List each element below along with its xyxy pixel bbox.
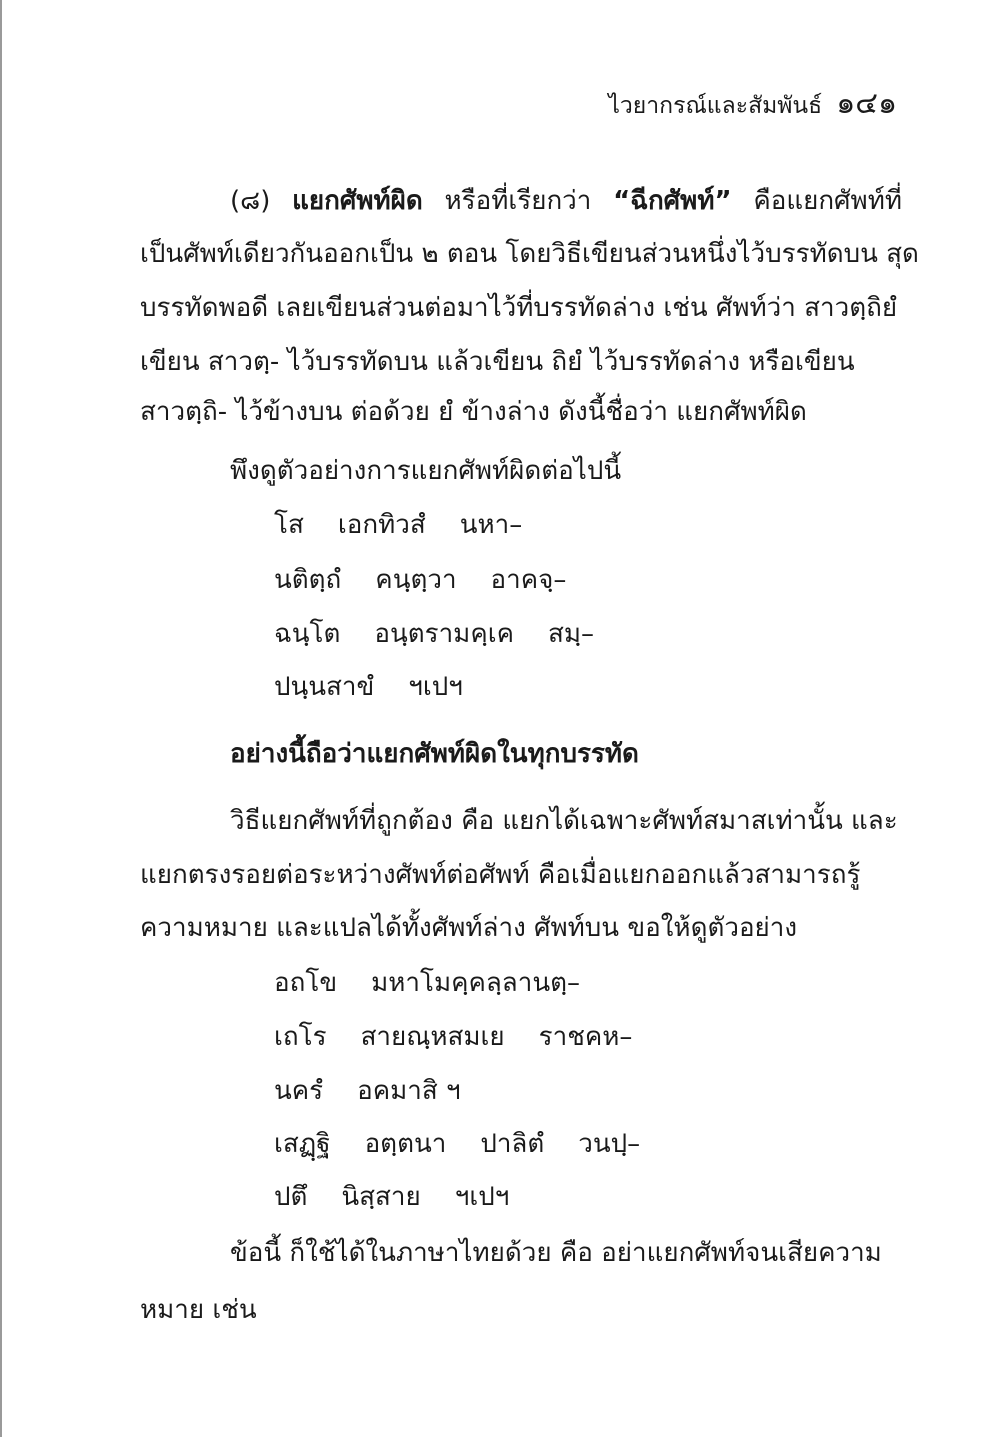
example-line (274, 963, 902, 1003)
example-word: ฯเปฯ (454, 1182, 510, 1212)
section-8-first-line (230, 181, 902, 221)
example-line (274, 667, 902, 707)
example-word: ราชคห– (538, 1022, 633, 1052)
page-number: ๑๔๑ (836, 86, 897, 121)
example-word: สมฺ– (548, 619, 595, 649)
example-word: นติตฺถํ (274, 565, 342, 595)
example-word: ปนฺนสาขํ (274, 672, 375, 702)
example-line (274, 1124, 902, 1164)
example-word: นครํ (274, 1076, 324, 1106)
example-word: นหา– (459, 510, 523, 540)
example-line (274, 505, 902, 545)
example-word: ฉนฺโต (274, 619, 341, 649)
example-word: เอกทิวสํ (337, 510, 426, 540)
example-word: วนปฺ– (578, 1129, 641, 1159)
example-line (274, 1177, 902, 1217)
example-line (274, 1071, 902, 1111)
section-definition: คือแยกศัพท์ที่ (753, 186, 902, 216)
example-line (274, 614, 902, 654)
example-word: นิสฺสาย (341, 1182, 421, 1212)
example-word: คนฺตฺวา (375, 565, 457, 595)
example-word: เสฏฺฐิ (274, 1129, 331, 1159)
example-word: อนฺตรามคฺเค (374, 619, 514, 649)
paragraph-line: ความหมาย และแปลได้ทั้งศัพท์ล่าง ศัพท์บน ขอให้ดูตัวอย่าง (140, 913, 798, 943)
example-word: อาคจฺ– (490, 565, 567, 595)
paragraph-line: เป็นศัพท์เดียวกันออกเป็น ๒ ตอน โดยวิธีเขียนส่วนหนึ่งไว้บรรทัดบน สุด (140, 239, 919, 269)
example-word: อคมาสิ ฯ (357, 1076, 461, 1106)
example-word: ฯเปฯ (408, 672, 463, 702)
section-alias: “ฉีกศัพท์” (613, 186, 732, 216)
wrong-split-note: อย่างนี้ถือว่าแยกศัพท์ผิดในทุกบรรทัด (230, 739, 639, 769)
paragraph-line: หมาย เช่น (140, 1295, 257, 1325)
example-word: ปตึ (274, 1182, 308, 1212)
example-word: เถโร (274, 1022, 327, 1052)
paragraph-line: สาวตฺถิ- ไว้ข้างบน ต่อด้วย ยํ ข้างล่าง ดังนี้ชื่อว่า แยกศัพท์ผิด (140, 397, 807, 427)
paragraph-line: วิธีแยกศัพท์ที่ถูกต้อง คือ แยกได้เฉพาะศัพท์สมาสเท่านั้น และ (230, 806, 898, 836)
example-word: อตฺตนา (364, 1129, 447, 1159)
example-line (274, 560, 902, 600)
example-word: มหาโมคฺคลฺลานตฺ– (371, 968, 580, 998)
section-number: (๘) (230, 186, 271, 216)
example-word: โส (274, 510, 304, 540)
paragraph-line: เขียน สาวตฺ- ไว้บรรทัดบน แล้วเขียน ถิยํ ไว้บรรทัดล่าง หรือเขียน (140, 347, 855, 377)
example-word: อถโข (274, 968, 338, 998)
section-called: หรือที่เรียกว่า (444, 186, 592, 216)
example-word: สายณฺหสมเย (360, 1022, 505, 1052)
example-line (274, 1017, 902, 1057)
paragraph-line: ข้อนี้ ก็ใช้ได้ในภาษาไทยด้วย คือ อย่าแยกศัพท์จนเสียความ (230, 1238, 882, 1268)
example-intro: พึงดูตัวอย่างการแยกศัพท์ผิดต่อไปนี้ (230, 456, 622, 486)
paragraph-line: บรรทัดพอดี เลยเขียนส่วนต่อมาไว้ที่บรรทัดล่าง เช่น ศัพท์ว่า สาวตฺถิยํ (140, 293, 898, 323)
running-header (608, 80, 897, 127)
section-term: แยกศัพท์ผิด (292, 186, 423, 216)
header-title: ไวยากรณ์และสัมพันธ์ (608, 93, 823, 119)
paragraph-line: แยกตรงรอยต่อระหว่างศัพท์ต่อศัพท์ คือเมื่อแยกออกแล้วสามารถรู้ (140, 860, 861, 890)
example-word: ปาลิตํ (480, 1129, 545, 1159)
